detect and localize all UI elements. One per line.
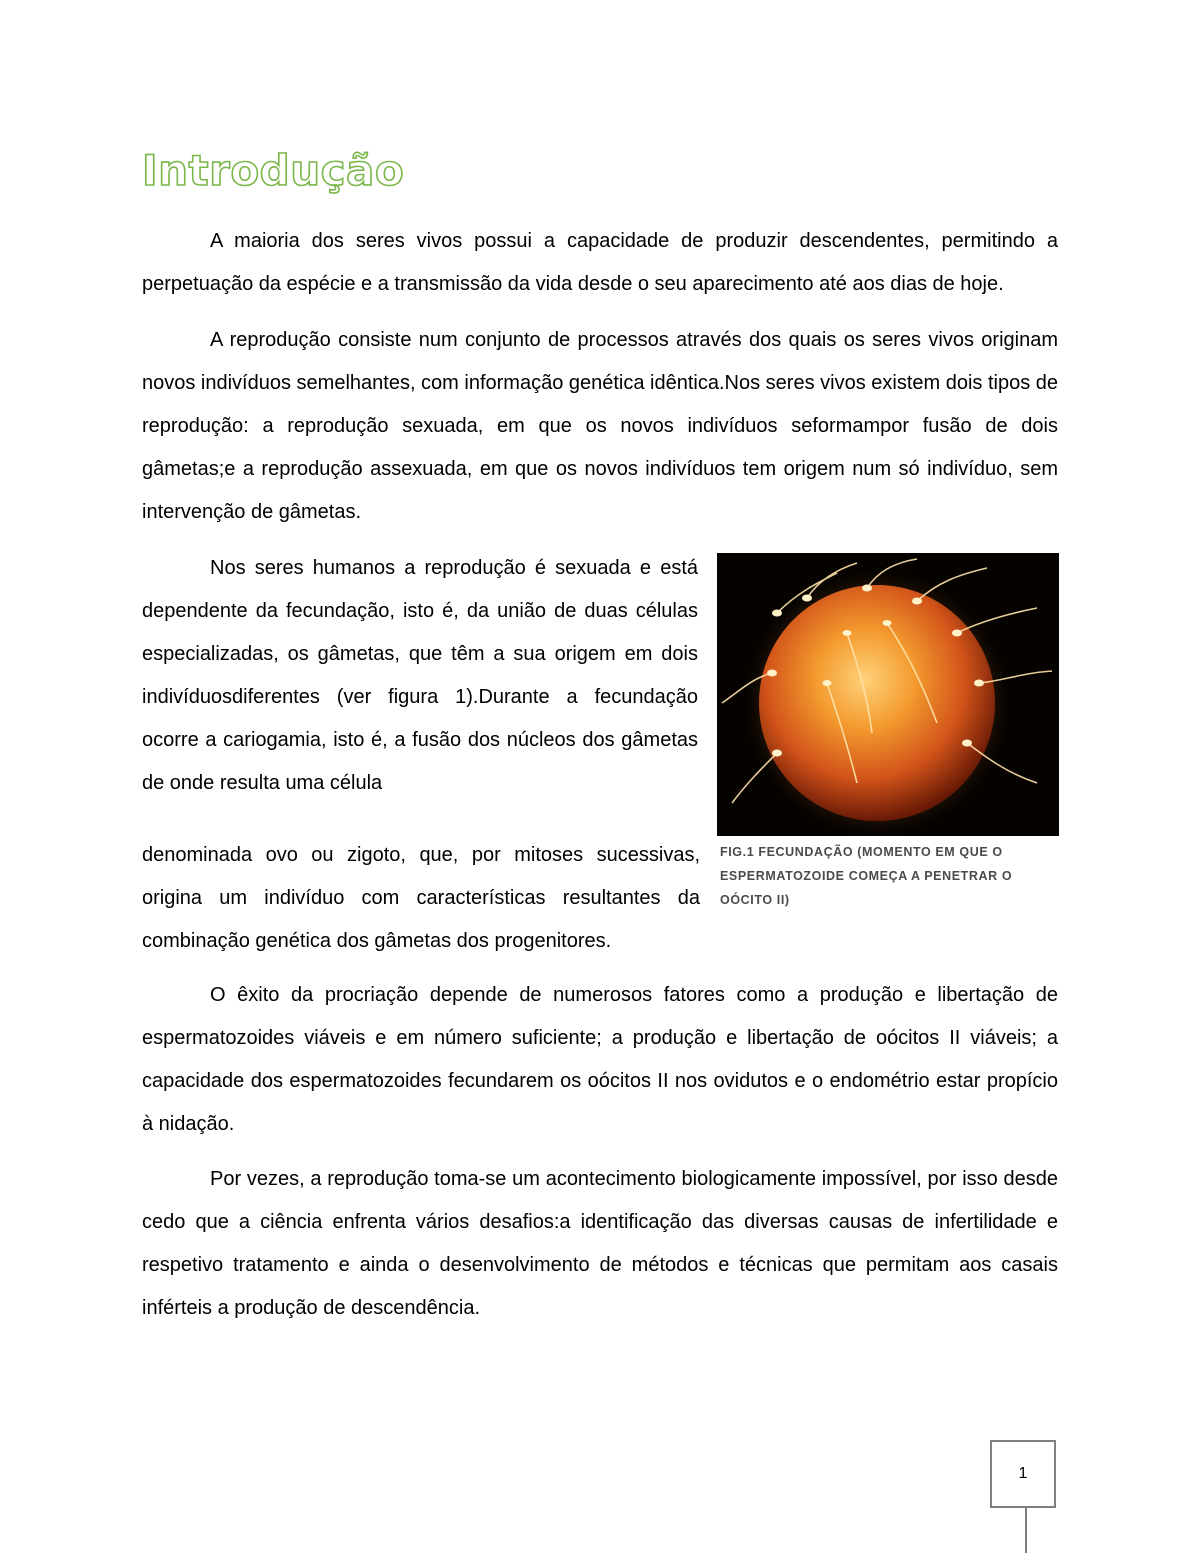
paragraph-text: A reprodução consiste num conjunto de processos através dos quais os seres vivos originam novos indivíduos semelhantes, com informação genética idêntica.Nos seres vivos existem dois tipos de reprodução: a reprodução sexuada, em que os novos indivíduos seformampor fusão de dois gâmetas;e a reprodução assexuada, em que os novos indivíduos tem origem num só indivíduo, sem intervenção de gâmetas. — [142, 329, 1059, 523]
figure-caption: FIG.1 FECUNDAÇÃO (MOMENTO EM QUE O ESPERMATOZOIDE COMEÇA A PENETRAR O OÓCITO II) — [720, 845, 1013, 907]
paragraph-intro — [142, 220, 1058, 306]
paragraph-reproduction — [142, 319, 1058, 534]
paragraph-success — [142, 974, 1058, 1146]
paragraph-humans — [142, 547, 698, 805]
page-number-box — [990, 1440, 1056, 1508]
paragraph-text: Por vezes, a reprodução toma-se um acontecimento biologicamente impossível, por isso desde cedo que a ciência enfrenta vários desafios:a identificação das diversas causas de infertilidade e respetivo tratamento e ainda o desenvolvimento de métodos e técnicas que permitam aos casais inférteis a produção de descendência. — [142, 1168, 1058, 1319]
paragraph-text: A maioria dos seres vivos possui a capacidade de produzir descendentes, permitindo a perpetuação da espécie e a transmissão da vida desde o seu aparecimento até aos dias de hoje. — [142, 230, 1058, 295]
egg-cell-illustration — [717, 553, 1059, 836]
page-number: 1 — [1018, 1465, 1028, 1482]
paragraph-text: denominada ovo ou zigoto, que, por mitoses sucessivas, origina um indivíduo com características resultantes da combinação genética dos gâmetas dos progenitores. — [142, 844, 700, 952]
fertilization-image — [717, 553, 1059, 836]
paragraph-text: Nos seres humanos a reprodução é sexuada e está dependente da fecundação, isto é, da união de duas células especializadas, os gâmetas, que têm a sua origem em dois indivíduosdiferentes (ver figura 1).Durante a fecundação ocorre a cariogamia, isto é, a fusão dos núcleos dos gâmetas de onde resulta uma célula — [142, 557, 698, 794]
page-number-connector — [1025, 1508, 1027, 1553]
paragraph-infertility — [142, 1158, 1058, 1330]
page-title: Introdução — [142, 146, 405, 195]
paragraph-text: O êxito da procriação depende de numerosos fatores como a produção e libertação de espermatozoides viáveis e em número suficiente; a produção e libertação de oócitos II viáveis; a capacidade dos espermatozoides fecundarem os oócitos II nos ovidutos e o endométrio estar propício à nidação. — [142, 984, 1058, 1135]
paragraph-zygote — [142, 834, 700, 963]
